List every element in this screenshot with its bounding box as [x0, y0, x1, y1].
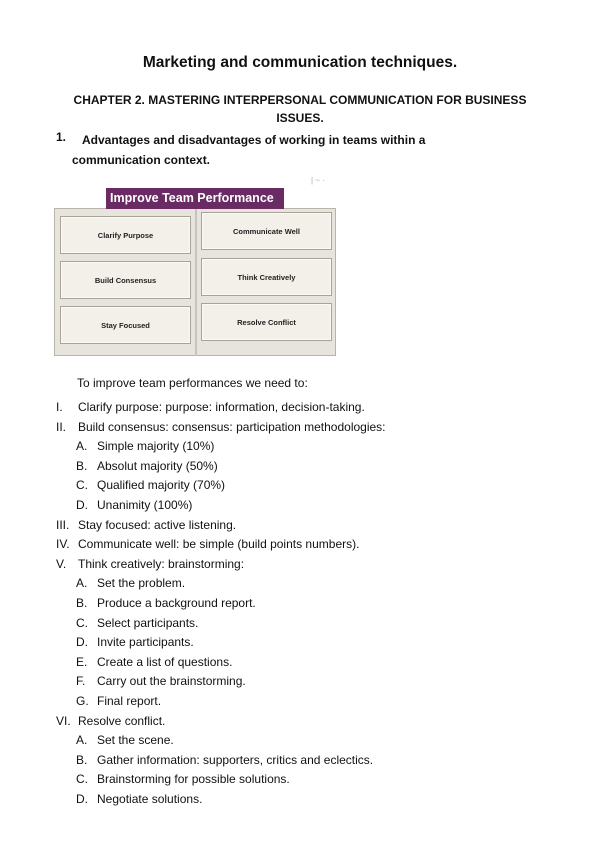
team-performance-figure [54, 180, 336, 356]
sub-list-item [56, 751, 576, 771]
sub-list-item [56, 614, 576, 634]
sub-list-item [56, 496, 576, 516]
figure-divider [195, 208, 197, 356]
sub-list-item-text: Final report. [97, 693, 162, 708]
figure-box-communicate-well: Communicate Well [201, 212, 332, 250]
sub-list-item-text: Absolut majority (50%) [97, 458, 218, 473]
sub-list-item [56, 457, 576, 477]
sub-list-item-label: A. [76, 439, 88, 454]
sub-list-item-text: Simple majority (10%) [97, 439, 215, 454]
sub-list-item-label: E. [76, 654, 88, 669]
sub-list-item-label: A. [76, 733, 88, 748]
sub-list-item-text: Set the scene. [97, 733, 174, 748]
sub-list-item [56, 790, 576, 810]
list-item [56, 418, 576, 438]
sub-list-item [56, 653, 576, 673]
sub-list-item-text: Brainstorming for possible solutions. [97, 772, 290, 787]
list-item-label: I. [56, 400, 63, 414]
sub-list-item-text: Produce a background report. [97, 595, 256, 610]
list-item [56, 712, 576, 732]
list-item [56, 398, 576, 418]
list-item-text: Resolve conflict. [78, 713, 166, 728]
sub-list-item-label: C. [76, 478, 88, 493]
list-item-text: Communicate well: be simple (build points numbers). [78, 537, 360, 552]
sub-list-item-label: D. [76, 635, 88, 650]
section-number: 1. [56, 130, 67, 144]
sub-list-item-label: B. [76, 595, 88, 610]
sub-list-item-text: Unanimity (100%) [97, 497, 193, 512]
list-item-label: VI. [56, 713, 71, 728]
figure-box-stay-focused: Stay Focused [60, 306, 191, 344]
chapter-heading: CHAPTER 2. MASTERING INTERPERSONAL COMMUNICATION FOR BUSINESS ISSUES. [73, 93, 527, 125]
sub-list-item-text: Gather information: supporters, critics and eclectics. [97, 752, 374, 767]
sub-list-item-label: D. [76, 497, 88, 512]
figure-box-resolve-conflict: Resolve Conflict [201, 303, 332, 341]
sub-list-item-label: G. [76, 693, 89, 708]
sub-list-item-text: Qualified majority (70%) [97, 478, 226, 493]
sub-list-item-text: Negotiate solutions. [97, 791, 203, 806]
sub-list-item [56, 692, 576, 712]
sub-list-item [56, 476, 576, 496]
sub-list-item [56, 574, 576, 594]
sub-list-item [56, 633, 576, 653]
sub-list-item [56, 672, 576, 692]
list-item [56, 555, 576, 575]
sub-list-item-text: Invite participants. [97, 635, 194, 650]
sub-list-item-label: B. [76, 752, 88, 767]
sub-list-item-label: D. [76, 791, 88, 806]
list-item [56, 516, 576, 536]
sub-list-item-label: F. [76, 674, 86, 689]
sub-list-item [56, 731, 576, 751]
list-item-text: Stay focused: active listening. [78, 517, 237, 532]
sub-list-item-label: C. [76, 615, 88, 630]
sub-list-item-text: Select participants. [97, 615, 199, 630]
sub-list-item [56, 437, 576, 457]
sub-list-item [56, 594, 576, 614]
sub-list-item [56, 770, 576, 790]
figure-heading: Improve Team Performance [106, 188, 284, 209]
sub-list-item-text: Create a list of questions. [97, 654, 233, 669]
sub-list-item-text: Set the problem. [97, 576, 186, 591]
intro-text: To improve team performances we need to: [77, 376, 308, 390]
corner-mark: | ~ · [311, 176, 325, 185]
improvement-list [56, 398, 576, 809]
sub-list-item-text: Carry out the brainstorming. [97, 674, 246, 689]
sub-list-item-label: C. [76, 772, 88, 787]
list-item-label: V. [56, 556, 67, 571]
figure-box-clarify-purpose: Clarify Purpose [60, 216, 191, 254]
list-item-text: Build consensus: consensus: participation methodologies: [78, 419, 386, 434]
document-title: Marketing and communication techniques. [142, 54, 458, 71]
sub-list-item-label: A. [76, 576, 88, 591]
list-item-label: II. [56, 419, 67, 434]
sub-list-item-label: B. [76, 458, 88, 473]
list-item-text: Think creatively: brainstorming: [78, 556, 245, 571]
figure-box-think-creatively: Think Creatively [201, 258, 332, 296]
list-item-label: IV. [56, 537, 70, 552]
section-title: Advantages and disadvantages of working in teams within a communication context. [72, 133, 426, 167]
list-item [56, 535, 576, 555]
list-item-label: III. [56, 517, 70, 532]
figure-box-build-consensus: Build Consensus [60, 261, 191, 299]
list-item-text: Clarify purpose: purpose: information, decision-taking. [78, 400, 365, 414]
